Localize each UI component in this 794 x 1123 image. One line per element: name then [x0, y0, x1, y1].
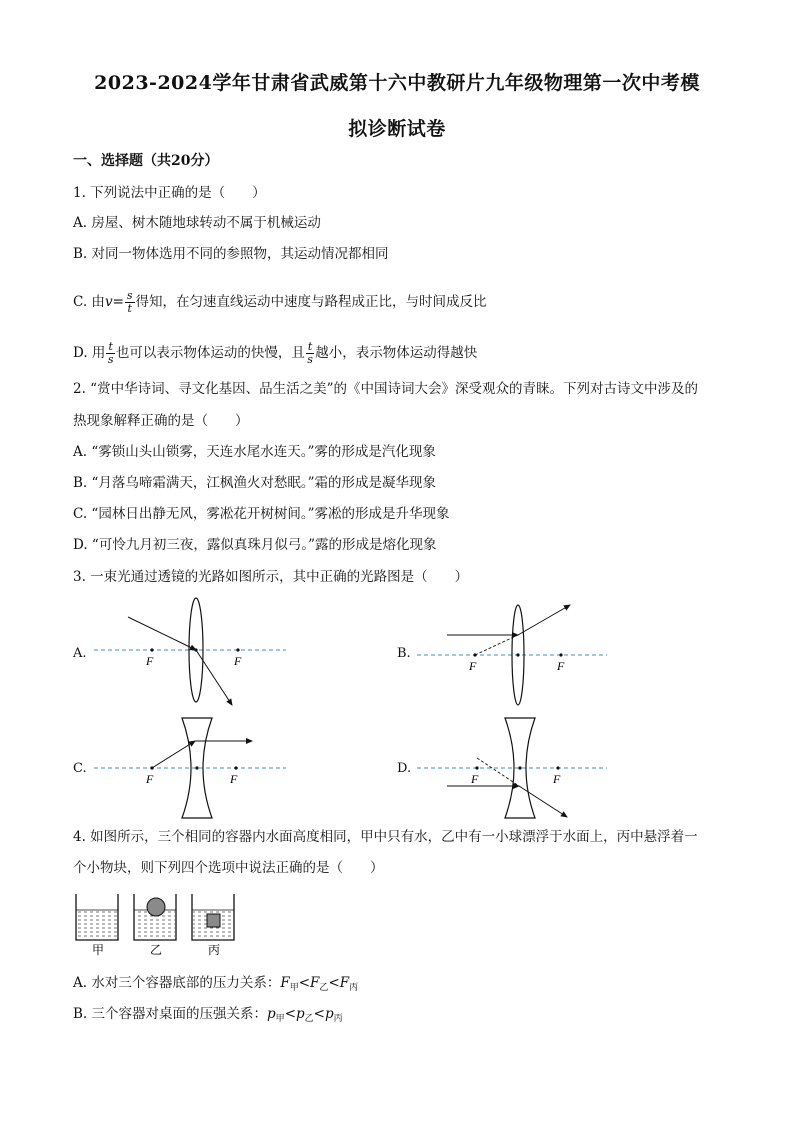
incident-ray: [152, 741, 195, 768]
q2-option-d: D. “可怜九月初三夜，露似真珠月似弓。”露的形成是熔化现象: [73, 537, 437, 553]
q1-option-d: [73, 341, 477, 366]
expr-sub: 乙: [319, 983, 329, 993]
expr-op: <: [313, 1006, 325, 1022]
focus-label: F: [469, 659, 477, 673]
focus-label: F: [471, 772, 479, 786]
q1-c-eq: =: [112, 294, 124, 310]
expr-var: p: [324, 1006, 334, 1022]
optical-center: [518, 766, 521, 769]
focus-point: [559, 653, 562, 656]
q1-c-fraction: [125, 290, 135, 315]
q3-label-a: A.: [73, 646, 87, 661]
focus-label: F: [553, 772, 561, 786]
q1-d-mid: 也可以表示物体运动的快慢，且: [115, 345, 305, 361]
expr-op: <: [284, 1006, 296, 1022]
container-label-jia: 甲: [92, 943, 105, 957]
floating-ball-icon: [147, 898, 165, 916]
q1-d-fraction-2: [306, 341, 314, 366]
focus-label: F: [230, 772, 238, 786]
expr-op: <: [328, 975, 340, 991]
focus-point: [556, 766, 559, 769]
q1-option-a: A. 房屋、树木随地球转动不属于机械运动: [73, 215, 321, 231]
focus-point: [475, 766, 478, 769]
focus-label: F: [146, 772, 154, 786]
expr-var: F: [280, 975, 290, 991]
container-bing: [192, 894, 234, 940]
container-label-yi: 乙: [150, 943, 163, 957]
q4-option-a: [73, 974, 358, 997]
q2-stem-line1: 2. “赏中华诗词、寻文化基因、品生活之美”的《中国诗词大会》深受观众的青睐。下列对古诗文中涉及的: [73, 381, 698, 397]
q1-c-v: v: [104, 294, 113, 310]
container-label-bing: 丙: [208, 943, 221, 957]
q1-d-den2: s: [307, 353, 313, 366]
expr-var: p: [267, 1006, 276, 1022]
container-jia: [76, 894, 118, 940]
q1-d-num2: t: [307, 340, 313, 353]
q1-d-fraction-1: [106, 341, 114, 366]
extension-line: [477, 758, 519, 786]
q3-label-b: B.: [397, 646, 411, 661]
expr-sub: 甲: [275, 1014, 285, 1024]
expr-var: F: [310, 975, 320, 991]
focus-point: [150, 648, 153, 651]
q4-containers-diagram: [72, 890, 252, 960]
q1-stem: 1. 下列说法中正确的是（ ）: [73, 185, 266, 201]
q4-b-prefix: B. 三个容器对桌面的压强关系：: [73, 1006, 268, 1022]
optical-center: [516, 653, 519, 656]
page-title-line2: 拟诊断试卷: [348, 118, 446, 140]
q2-option-a: A. “雾锁山头山锁雾，天连水尾水连天。”雾的形成是汽化现象: [73, 444, 436, 460]
q4-a-prefix: A. 水对三个容器底部的压力关系：: [73, 975, 281, 991]
q2-stem-line2: 热现象解释正确的是（ ）: [73, 413, 249, 429]
q1-c-num: s: [126, 289, 133, 302]
q1-option-b: B. 对同一物体选用不同的参照物，其运动情况都相同: [73, 246, 389, 262]
expr-sub: 乙: [304, 1014, 314, 1024]
q1-d-text: 越小，表示物体运动得越快: [315, 345, 478, 361]
water-fill: [77, 910, 117, 938]
q1-c-text: 得知，在匀速直线运动中速度与路程成正比，与时间成反比: [135, 294, 487, 310]
refracted-ray: [518, 605, 570, 635]
q1-option-c: [73, 290, 487, 315]
q3-diagram-c: [90, 713, 290, 823]
focus-point: [236, 648, 239, 651]
focus-label: F: [146, 654, 154, 668]
q3-diagram-b: [415, 598, 610, 713]
q2-option-c: C. “园林日出静无风，雾凇花开树树间。”雾凇的形成是升华现象: [73, 506, 450, 522]
expr-var: F: [339, 975, 350, 991]
page-title-line1: 2023-2024学年甘肃省武威第十六中教研片九年级物理第一次中考模: [94, 72, 700, 94]
q3-stem: 3. 一束光通过透镜的光路如图所示，其中正确的光路图是（ ）: [73, 569, 469, 585]
q3-diagram-d: [415, 713, 610, 823]
q1-c-prefix: C. 由: [73, 294, 105, 310]
q2-option-b: B. “月落乌啼霜满天，江枫渔火对愁眠。”霜的形成是凝华现象: [73, 475, 437, 491]
expr-sub: 丙: [349, 983, 359, 993]
focus-point: [234, 766, 237, 769]
container-yi: [134, 894, 176, 940]
q4-stem-line1: 4. 如图所示，三个相同的容器内水面高度相同，甲中只有水，乙中有一小球漂浮于水面上，丙中悬浮着一: [73, 829, 698, 845]
section-heading: 一、选择题（共20分）: [73, 153, 219, 169]
expr-sub: 丙: [333, 1014, 343, 1024]
q1-d-prefix: D. 用: [73, 345, 106, 361]
q3-label-d: D.: [397, 761, 412, 776]
expr-sub: 甲: [289, 983, 299, 993]
q4-option-b: [73, 1005, 343, 1028]
focus-label: F: [557, 659, 565, 673]
expr-var: p: [296, 1006, 305, 1022]
q1-d-num1: t: [108, 340, 113, 353]
expr-op: <: [298, 975, 311, 991]
suspended-block-icon: [207, 914, 220, 927]
q1-c-den: t: [127, 302, 132, 315]
q3-label-c: C.: [73, 761, 87, 776]
q3-diagram-a: [90, 595, 290, 710]
q4-stem-line2: 个小物块，则下列四个选项中说法正确的是（ ）: [73, 860, 384, 876]
refracted-ray: [519, 786, 567, 817]
optical-center: [195, 766, 198, 769]
incident-ray: [128, 617, 196, 650]
focus-label: F: [234, 654, 242, 668]
q1-d-den1: s: [107, 353, 114, 366]
